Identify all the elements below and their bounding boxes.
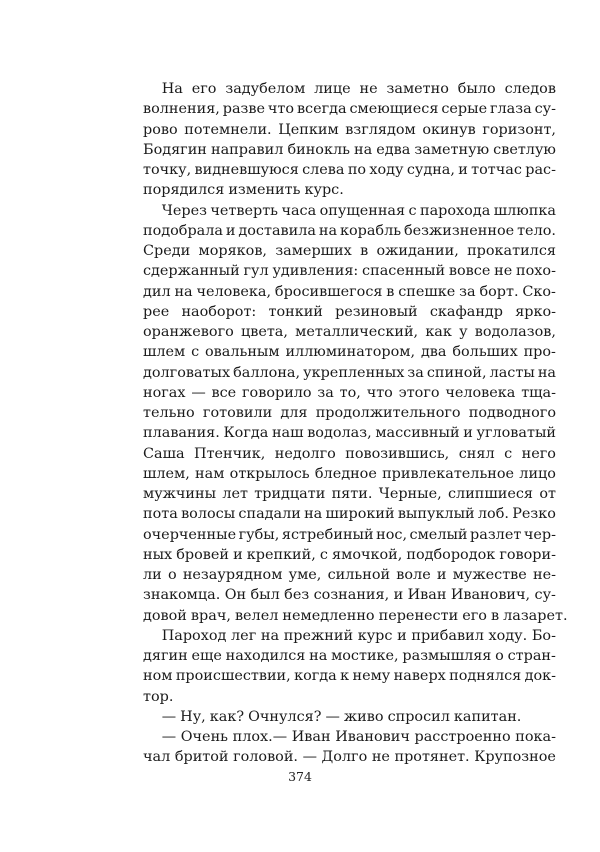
text-line: шлем, нам открылось бледное привлекательное лицо [143,465,556,482]
text-line: сдержанный гул удивления: спасенный вовсе не похо- [143,263,556,280]
text-line: ном происшествии, когда к нему наверх поднялся док- [143,668,556,685]
text-line: мужчины лет тридцати пяти. Черные, слипшиеся от [143,486,556,502]
text-line: шлем с овальным иллюминатором, два больших про- [143,344,556,361]
text-line: рее наоборот: тонкий резиновый скафандр ярко- [143,303,556,320]
text-line: тельно готовили для продолжительного подводного [143,405,556,421]
text-line: довой врач, велел немедленно перенести его в лазарет. [143,607,568,624]
text-line: ных бровей и крепкий, с ямочкой, подбородок говори- [143,546,556,563]
text-line: знакомца. Он был без сознания, и Иван Иванович, су- [143,587,556,604]
body-text [143,79,568,768]
text-line: На его задубелом лице не заметно было следов [161,81,556,97]
text-line: — Очень плох.— Иван Иванович расстроенно пока- [161,729,556,745]
text-line: плавания. Когда наш водолаз, массивный и угловатый [143,425,556,442]
text-line: точку, видневшуюся слева по ходу судна, и тотчас рас- [143,162,556,178]
text-line: оранжевого цвета, металлический, как у водолазов, [143,324,556,340]
text-line: волнения, разве что всегда смеющиеся серые глаза су- [143,101,556,118]
text-line: Бодягин направил бинокль на едва заметную светлую [143,141,556,158]
text-line: Среди моряков, замерших в ожидании, прокатился [143,243,556,259]
text-line: ли о незаурядном уме, сильной воле и мужестве не- [143,567,556,583]
text-line: дил на человека, бросившегося в спешке за борт. Ско- [143,283,556,300]
text-line: Саша Птенчик, недолго повозившись, снял с него [143,445,556,462]
text-line: чал бритой головой. — Долго не протянет. Крупозное [143,749,556,766]
text-line: Пароход лег на прежний курс и прибавил ходу. Бо- [161,627,556,644]
text-line: пота волосы спадали на широкий выпуклый лоб. Резко [143,506,556,523]
text-line: рово потемнели. Цепким взглядом окинув горизонт, [143,121,556,138]
page-number: 374 [288,769,312,784]
text-line: Через четверть часа опущенная с парохода шлюпка [161,202,556,219]
text-line: ногах — все говорило за то, что этого человека тща- [143,384,556,401]
text-line: очерченные губы, ястребиный нос, смелый разлет чер- [143,526,556,543]
text-line: подобрала и доставила на корабль безжизненное тело. [143,222,556,239]
text-line: порядился изменить курс. [143,182,344,199]
text-line: долговатых баллона, укрепленных за спиной, ласты на [143,364,556,381]
text-line: дягин еще находился на мостике, размышляя о стран- [143,648,556,664]
text-line: — Ну, как? Очнулся? — живо спросил капитан. [161,708,522,725]
text-line: тор. [143,688,174,705]
